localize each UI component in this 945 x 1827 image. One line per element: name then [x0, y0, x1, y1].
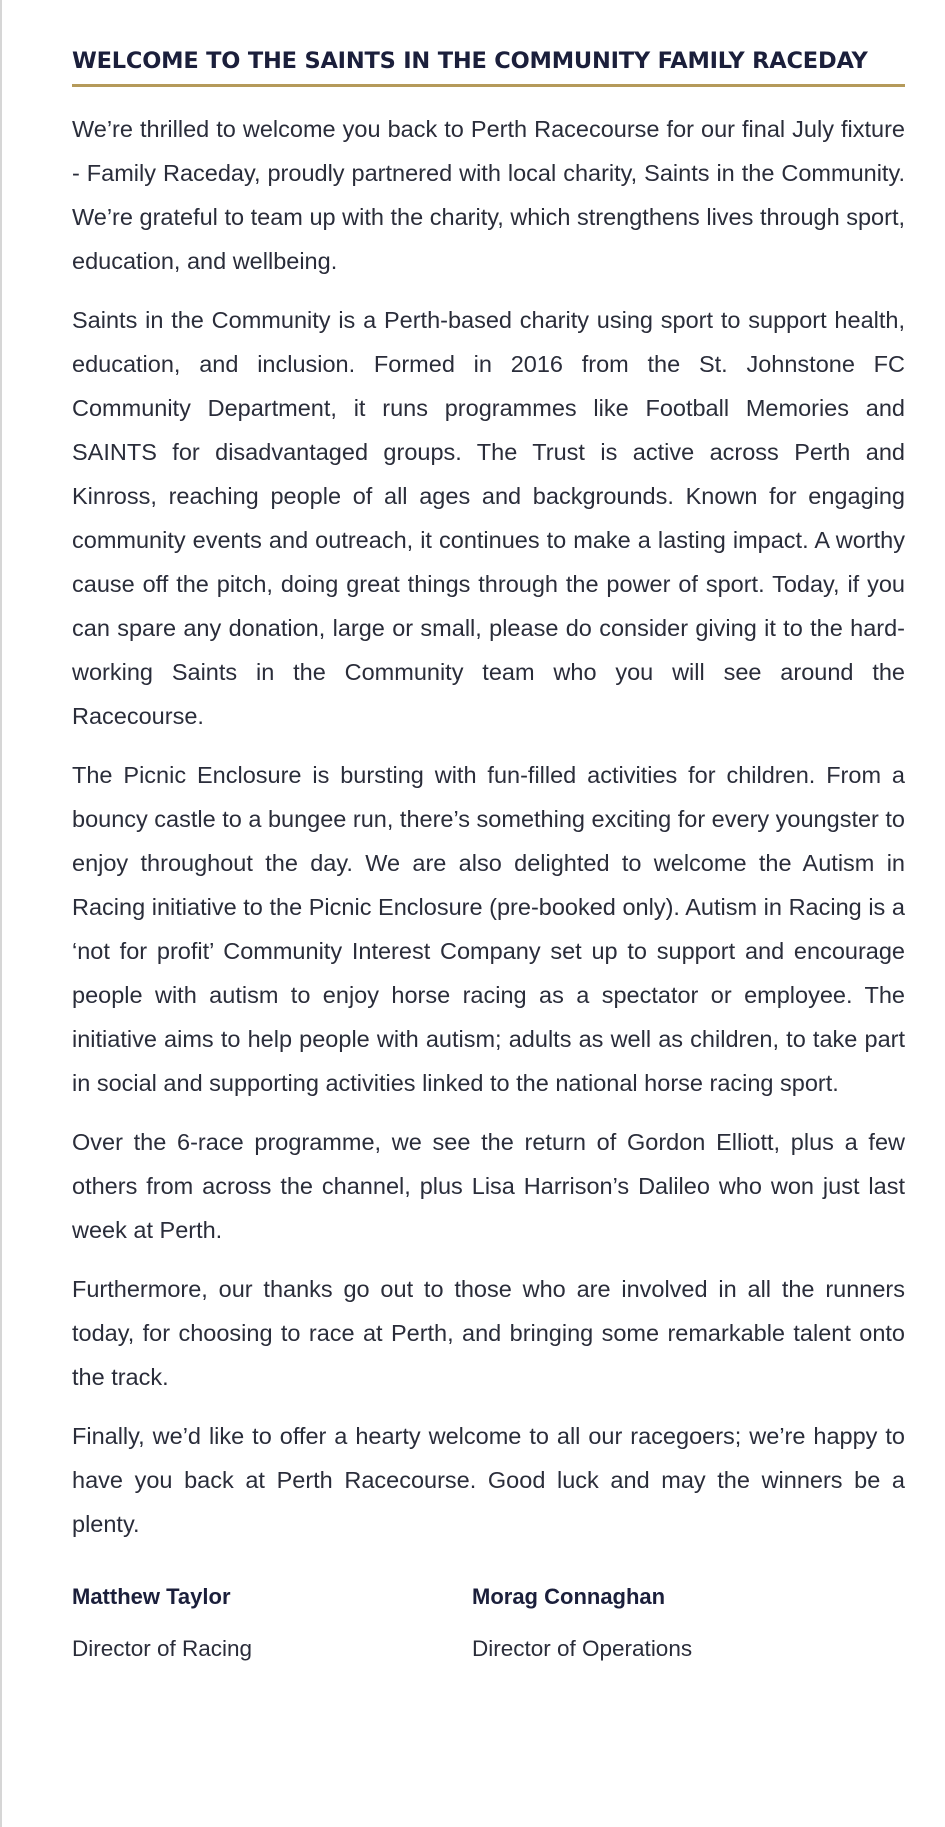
signatory-name: Morag Connaghan	[472, 1584, 666, 1609]
paragraph-race-programme: Over the 6-race programme, we see the return of Gordon Elliott, plus a few others from across the channel, plus Lisa Harrison’s Dalileo who won just last week at Perth.	[72, 1129, 905, 1243]
welcome-article	[72, 48, 905, 1662]
article-heading: WELCOME TO THE SAINTS IN THE COMMUNITY FAMILY RACEDAY	[72, 48, 905, 87]
paragraph-closing: Finally, we’d like to offer a hearty welcome to all our racegoers; we’re happy to have you back at Perth Racecourse. Good luck and may the winners be a plenty.	[72, 1423, 905, 1537]
paragraph-charity: Saints in the Community is a Perth-based charity using sport to support health, education, and inclusion. Formed in 2016 from the St. Johnstone FC Community Department, it runs programmes like Football Memories and SAINTS for disadvantaged groups. The Trust is active across Perth and Kinross, reaching people of all ages and backgrounds. Known for engaging community events and outreach, it continues to make a lasting impact. A worthy cause off the pitch, doing great things through the power of sport. Today, if you can spare any donation, large or small, please do consider giving it to the hard-working Saints in the Community team who you will see around the Racecourse.	[72, 307, 905, 729]
paragraph-picnic-enclosure: The Picnic Enclosure is bursting with fun-filled activities for children. From a bouncy castle to a bungee run, there’s something exciting for every youngster to enjoy throughout the day. We are also delighted to welcome the Autism in Racing initiative to the Picnic Enclosure (pre-booked only). Autism in Racing is a ‘not for profit’ Community Interest Company set up to support and encourage people with autism to enjoy horse racing as a spectator or employee. The initiative aims to help people with autism; adults as well as children, to take part in social and supporting activities linked to the national horse racing sport.	[72, 762, 905, 1096]
page-edge-rule	[0, 0, 2, 1827]
signatory-racing	[72, 1584, 472, 1662]
signatory-role: Director of Racing	[72, 1636, 253, 1661]
signatory-name: Matthew Taylor	[72, 1584, 231, 1609]
paragraph-intro: We’re thrilled to welcome you back to Perth Racecourse for our final July fixture - Family Raceday, proudly partnered with local charity, Saints in the Community. We’re grateful to team up with the charity, which strengthens lives through sport, education, and wellbeing.	[72, 116, 905, 274]
signature-block	[72, 1584, 905, 1662]
signatory-operations	[472, 1584, 872, 1662]
signatory-role: Director of Operations	[472, 1636, 693, 1661]
paragraph-thanks: Furthermore, our thanks go out to those who are involved in all the runners today, for choosing to race at Perth, and bringing some remarkable talent onto the track.	[72, 1276, 905, 1390]
